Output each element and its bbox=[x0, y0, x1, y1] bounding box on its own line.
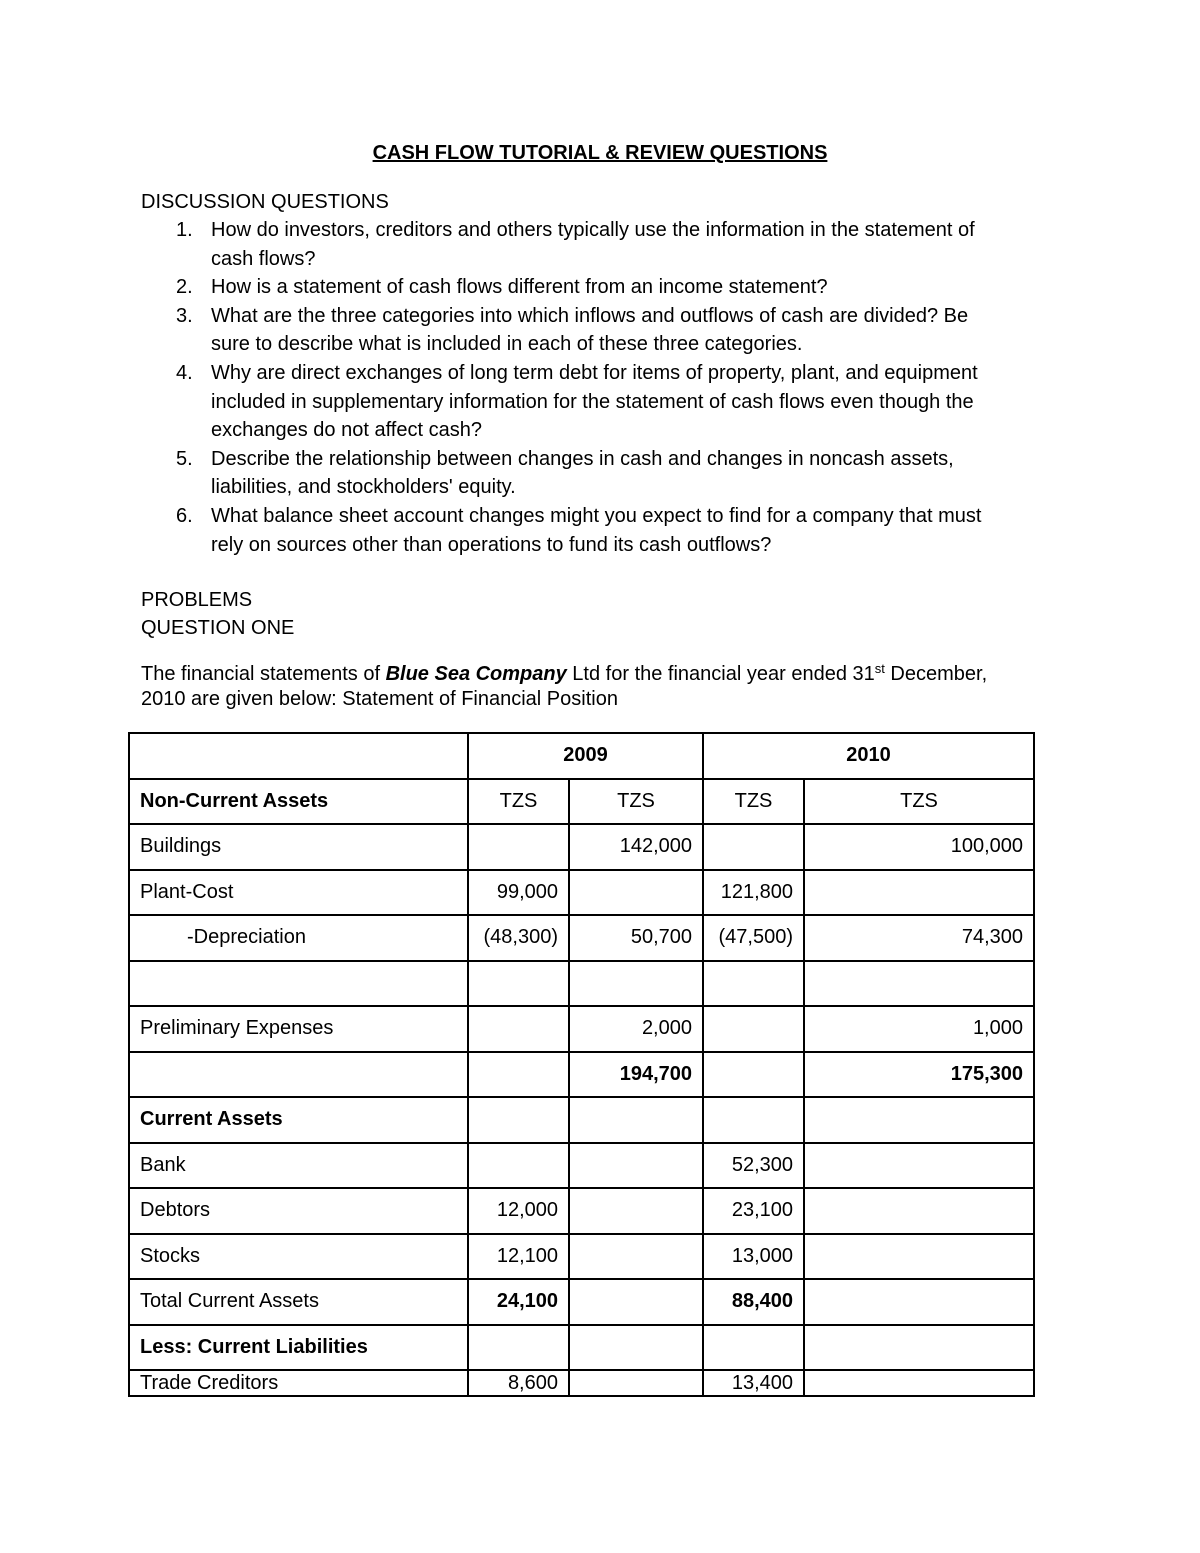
discussion-question bbox=[141, 445, 1061, 502]
row-label: -Depreciation bbox=[129, 915, 468, 961]
value-cell bbox=[804, 1234, 1034, 1280]
value-cell: 8,600 bbox=[468, 1370, 569, 1396]
row-label: Debtors bbox=[129, 1188, 468, 1234]
row-label: Bank bbox=[129, 1143, 468, 1189]
question-text-line: What are the three categories into which inflows and outflows of cash are divided? Be bbox=[211, 304, 969, 327]
value-cell: (47,500) bbox=[703, 915, 804, 961]
value-cell bbox=[804, 1143, 1034, 1189]
row-label: Buildings bbox=[129, 824, 468, 870]
value-cell bbox=[703, 1097, 804, 1143]
value-cell bbox=[468, 961, 569, 1007]
question-number: 5. bbox=[176, 447, 193, 470]
row-label: Total Current Assets bbox=[129, 1279, 468, 1325]
row-label: Preliminary Expenses bbox=[129, 1006, 468, 1052]
value-cell: 88,400 bbox=[703, 1279, 804, 1325]
value-cell bbox=[703, 1006, 804, 1052]
value-cell bbox=[468, 1006, 569, 1052]
intro-part1: The financial statements of bbox=[141, 663, 386, 685]
year-header-2009: 2009 bbox=[468, 733, 703, 779]
value-cell: 50,700 bbox=[569, 915, 703, 961]
value-cell bbox=[703, 1325, 804, 1371]
value-cell: 100,000 bbox=[804, 824, 1034, 870]
question-number: 6. bbox=[176, 504, 193, 527]
table-cell bbox=[129, 733, 468, 779]
value-cell bbox=[569, 1143, 703, 1189]
year-header-row bbox=[129, 733, 1034, 779]
value-cell bbox=[468, 1143, 569, 1189]
discussion-question bbox=[141, 359, 1061, 445]
table-row bbox=[129, 1325, 1034, 1371]
intro-paragraph bbox=[141, 662, 1081, 712]
value-cell bbox=[703, 1052, 804, 1098]
question-text-line: liabilities, and stockholders' equity. bbox=[211, 476, 516, 499]
value-cell bbox=[569, 961, 703, 1007]
table-row bbox=[129, 1143, 1034, 1189]
table-row bbox=[129, 824, 1034, 870]
value-cell: 12,100 bbox=[468, 1234, 569, 1280]
value-cell bbox=[468, 824, 569, 870]
table-row bbox=[129, 779, 1034, 825]
table-row bbox=[129, 1188, 1034, 1234]
intro-part3: December, bbox=[884, 663, 988, 685]
value-cell bbox=[804, 1279, 1034, 1325]
discussion-question bbox=[141, 302, 1061, 359]
table-row bbox=[129, 915, 1034, 961]
value-cell: 121,800 bbox=[703, 870, 804, 916]
question-text-line: included in supplementary information for the statement of cash flows even though the bbox=[211, 390, 974, 413]
value-cell: 175,300 bbox=[804, 1052, 1034, 1098]
value-cell: 2,000 bbox=[569, 1006, 703, 1052]
value-cell: TZS bbox=[569, 779, 703, 825]
question-number: 4. bbox=[176, 361, 193, 384]
value-cell: 12,000 bbox=[468, 1188, 569, 1234]
value-cell bbox=[703, 824, 804, 870]
page-title: CASH FLOW TUTORIAL & REVIEW QUESTIONS bbox=[372, 142, 828, 164]
question-text-line: How is a statement of cash flows different from an income statement? bbox=[211, 276, 828, 299]
intro-superscript: st bbox=[874, 661, 885, 676]
value-cell bbox=[468, 1097, 569, 1143]
row-label: Less: Current Liabilities bbox=[129, 1325, 468, 1371]
year-header-2010: 2010 bbox=[703, 733, 1034, 779]
discussion-question bbox=[141, 502, 1061, 559]
table-row bbox=[129, 1234, 1034, 1280]
value-cell: 52,300 bbox=[703, 1143, 804, 1189]
question-text-line: Describe the relationship between changes in cash and changes in noncash assets, bbox=[211, 447, 954, 470]
discussion-question bbox=[141, 216, 1061, 273]
value-cell bbox=[804, 1188, 1034, 1234]
value-cell bbox=[569, 1234, 703, 1280]
row-label bbox=[129, 961, 468, 1007]
value-cell bbox=[804, 1097, 1034, 1143]
value-cell bbox=[804, 1370, 1034, 1396]
value-cell: 74,300 bbox=[804, 915, 1034, 961]
discussion-question-list bbox=[141, 216, 1061, 559]
value-cell bbox=[468, 1325, 569, 1371]
value-cell: TZS bbox=[703, 779, 804, 825]
value-cell bbox=[569, 1188, 703, 1234]
question-text-line: Why are direct exchanges of long term debt for items of property, plant, and equipment bbox=[211, 361, 978, 384]
value-cell: 142,000 bbox=[569, 824, 703, 870]
value-cell bbox=[703, 961, 804, 1007]
value-cell: TZS bbox=[468, 779, 569, 825]
row-label: Trade Creditors bbox=[129, 1370, 468, 1396]
value-cell bbox=[569, 1325, 703, 1371]
value-cell: 13,000 bbox=[703, 1234, 804, 1280]
discussion-heading: DISCUSSION QUESTIONS bbox=[141, 191, 389, 213]
question-one-heading: QUESTION ONE bbox=[141, 617, 295, 639]
table-row bbox=[129, 961, 1034, 1007]
question-text-line: rely on sources other than operations to fund its cash outflows? bbox=[211, 533, 772, 556]
intro-line2: 2010 are given below: Statement of Financial Position bbox=[141, 688, 618, 710]
row-label bbox=[129, 1052, 468, 1098]
value-cell bbox=[569, 1097, 703, 1143]
question-number: 3. bbox=[176, 304, 193, 327]
table-row bbox=[129, 1370, 1034, 1396]
financial-position-table bbox=[128, 732, 1035, 1397]
table-row bbox=[129, 1097, 1034, 1143]
question-text-line: What balance sheet account changes might you expect to find for a company that must bbox=[211, 504, 982, 527]
row-label: Current Assets bbox=[129, 1097, 468, 1143]
table-row bbox=[129, 1006, 1034, 1052]
value-cell bbox=[804, 870, 1034, 916]
problems-heading: PROBLEMS bbox=[141, 589, 253, 611]
value-cell: 1,000 bbox=[804, 1006, 1034, 1052]
company-name: Blue Sea Company bbox=[385, 663, 567, 685]
question-text-line: How do investors, creditors and others typically use the information in the statement of bbox=[211, 219, 975, 241]
row-label: Plant-Cost bbox=[129, 870, 468, 916]
value-cell: 24,100 bbox=[468, 1279, 569, 1325]
value-cell: 13,400 bbox=[703, 1370, 804, 1396]
value-cell bbox=[804, 1325, 1034, 1371]
table-row bbox=[129, 870, 1034, 916]
table-row bbox=[129, 1279, 1034, 1325]
value-cell bbox=[569, 1279, 703, 1325]
value-cell: (48,300) bbox=[468, 915, 569, 961]
question-text-line: exchanges do not affect cash? bbox=[211, 419, 482, 442]
table-row bbox=[129, 1052, 1034, 1098]
value-cell bbox=[569, 1370, 703, 1396]
intro-part2: Ltd for the financial year ended 31 bbox=[566, 663, 875, 685]
question-text-line: sure to describe what is included in each of these three categories. bbox=[211, 333, 803, 356]
value-cell: 23,100 bbox=[703, 1188, 804, 1234]
value-cell bbox=[468, 1052, 569, 1098]
row-label: Non-Current Assets bbox=[129, 779, 468, 825]
question-number: 2. bbox=[176, 276, 193, 299]
question-text-line: cash flows? bbox=[211, 247, 316, 270]
discussion-question bbox=[141, 273, 1061, 302]
question-number: 1. bbox=[176, 219, 193, 241]
value-cell bbox=[804, 961, 1034, 1007]
row-label: Stocks bbox=[129, 1234, 468, 1280]
value-cell: 194,700 bbox=[569, 1052, 703, 1098]
value-cell bbox=[569, 870, 703, 916]
value-cell: TZS bbox=[804, 779, 1034, 825]
value-cell: 99,000 bbox=[468, 870, 569, 916]
